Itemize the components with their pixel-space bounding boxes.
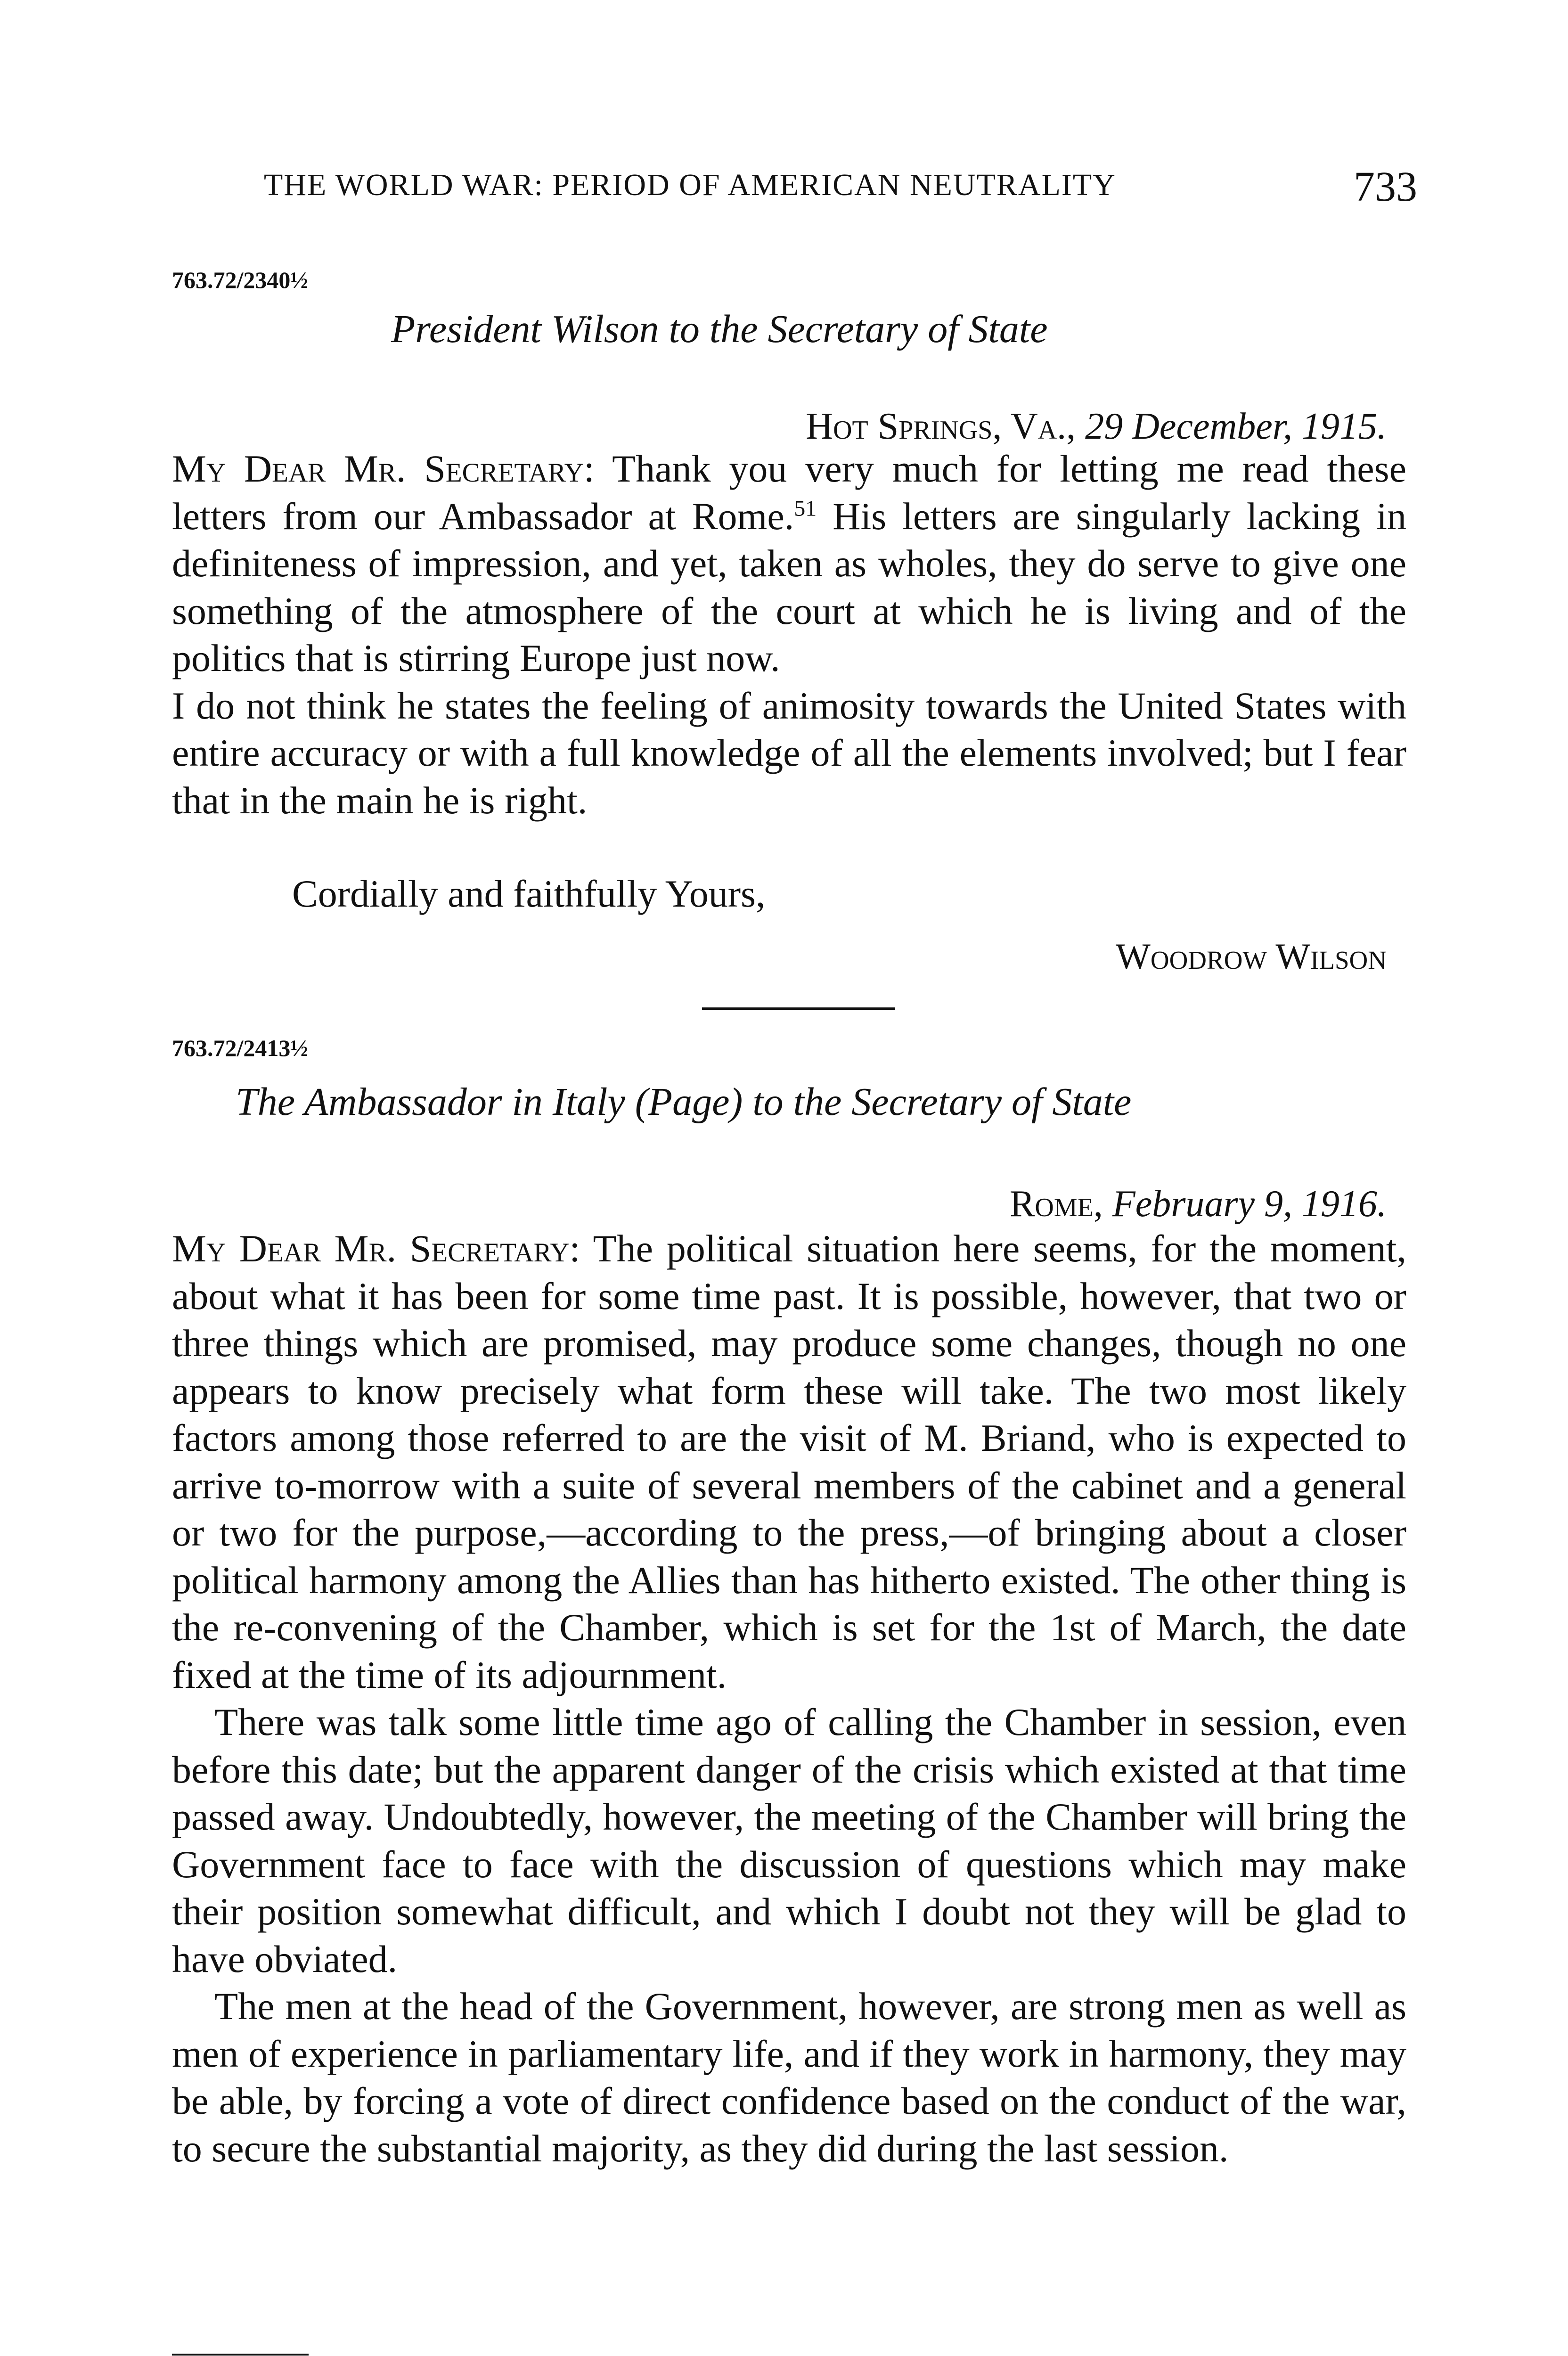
paragraph: There was talk some little time ago of calling the Chamber in session, even before this date; but the apparent danger of the crisis which existed at that time passed away. Undoubtedly, however, the meeting of the Chamber will bring the Government face to face with the discussion of questions which may make their position somewhat difficult, and which I doubt not they will be glad to have obviated. (172, 1701, 1406, 1980)
footnote-reference: 51 (794, 496, 817, 521)
file-number: 763.72/2413½ (172, 1035, 308, 1061)
dateline-place: Hot Springs, Va., (806, 406, 1076, 447)
section-divider (702, 1007, 895, 1010)
paragraph-text: The political situation here seems, for the moment, about what it has been for some time past. It is possible, however, that two or three things which are promised, may produce some changes, though no one appears to know precisely what form these will take. The two most likely factors among those referred to are the visit of M. Briand, who is expected to arrive to-morrow with a suite of several members of the cabinet and a general or two for the purpose,—according to the press,—of bringing about a closer political harmony among the Allies than has hitherto existed. The other thing is the re-convening of the Chamber, which is set for the 1st of March, the date fixed at the time of its adjournment. (172, 1227, 1406, 1696)
dateline-date: February 9, 1916. (1112, 1183, 1387, 1225)
footnote-divider (172, 2354, 309, 2356)
salutation: My Dear Mr. Secretary: (172, 447, 595, 490)
dateline (1010, 1183, 1387, 1226)
document-heading: President Wilson to the Secretary of State (391, 307, 1048, 351)
dateline-place: Rome, (1010, 1183, 1103, 1225)
file-number: 763.72/2340½ (172, 267, 308, 293)
dateline (806, 405, 1387, 448)
paragraph (172, 445, 1406, 682)
letter-body (172, 1225, 1406, 2172)
dateline-date: 29 December, 1915. (1085, 406, 1387, 447)
signature: Woodrow Wilson (1116, 936, 1387, 977)
paragraph: I do not think he states the feeling of animosity towards the United States with entire accuracy or with a full knowledge of all the elements involved; but I fear that in the main he is right. (172, 684, 1406, 822)
letter-body (172, 445, 1406, 824)
page-number: 733 (1354, 164, 1417, 210)
paragraph-text: Thank you very much for letting me read these letters from our Ambassador at Rome. (172, 447, 1406, 538)
closing: Cordially and faithfully Yours, (292, 872, 766, 915)
paragraph-text: His letters are singularly lacking in definiteness of impression, and yet, taken as wholes, they do serve to give one something of the atmosphere of the court at which he is living and of the politics that is stirring Europe just now. (172, 494, 1406, 679)
document-heading: The Ambassador in Italy (Page) to the Secretary of State (236, 1080, 1132, 1124)
paragraph: The men at the head of the Government, however, are strong men as well as men of experience in parliamentary life, and if they work in harmony, they may be able, by forcing a vote of direct confidence based on the conduct of the war, to secure the substantial majority, as they did during the last session. (172, 1985, 1406, 2170)
paragraph (172, 1225, 1406, 1699)
salutation: My Dear Mr. Secretary: (172, 1227, 580, 1270)
running-head: THE WORLD WAR: PERIOD OF AMERICAN NEUTRALITY (264, 168, 1116, 202)
